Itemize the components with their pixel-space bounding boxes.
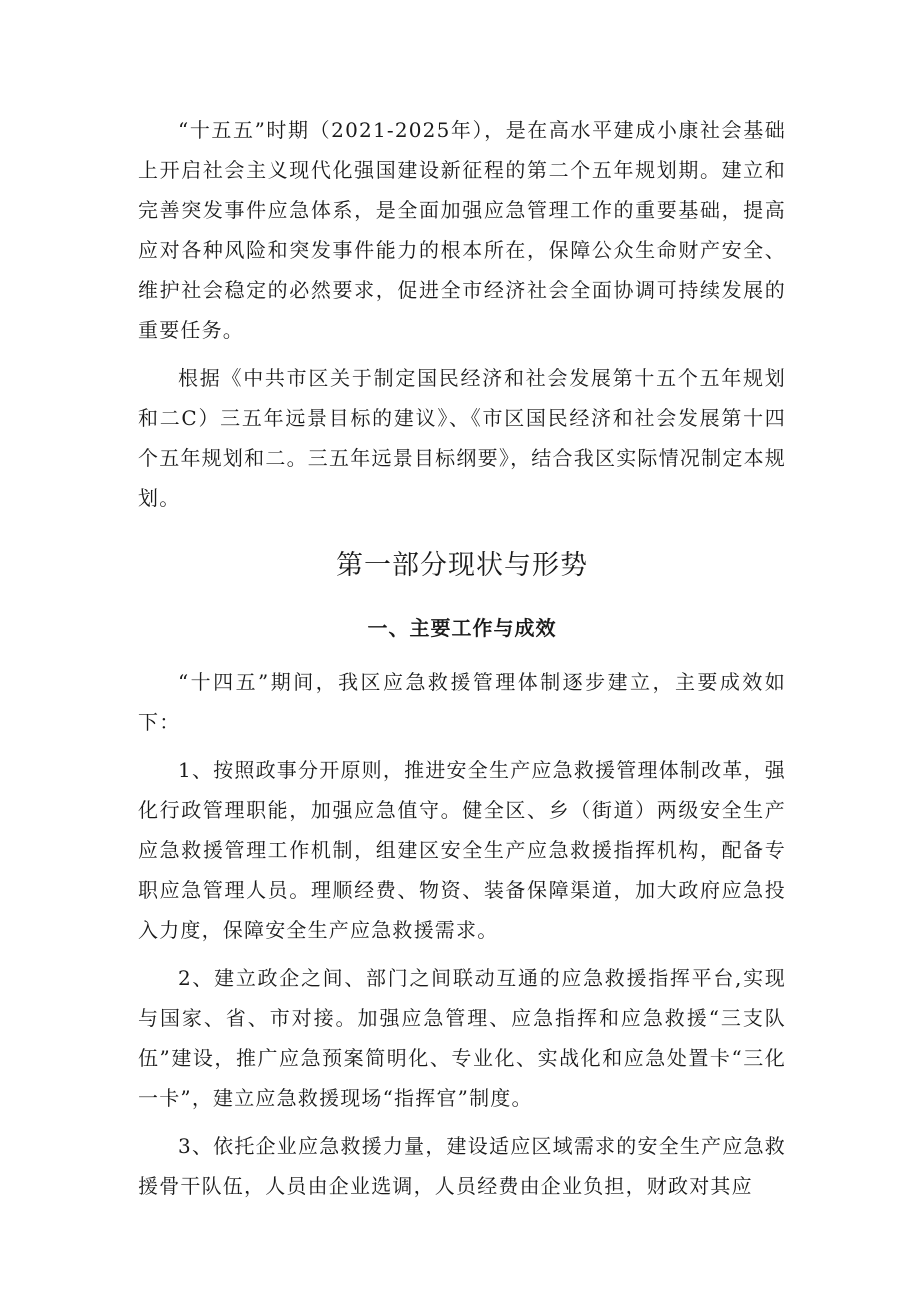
intro-paragraph-2: 根据《中共市区关于制定国民经济和社会发展第十五个五年规划和二C）三五年远景目标的建议》、《市区国民经济和社会发展第十四个五年规划和二。三五年远景目标纲要》，结合我区实际情况制定本规划。 (138, 366, 786, 510)
part-title: 第一部分现状与形势 (336, 550, 588, 581)
section-paragraph-1: “十四五”期间，我区应急救援管理体制逐步建立，主要成效如下： (138, 670, 786, 734)
section-paragraph-3: 2、建立政企之间、部门之间联动互通的应急救援指挥平台,实现与国家、省、市对接。加强应急管理、应急指挥和应急救援“三支队伍”建设，推广应急预案简明化、专业化、实战化和应急处置卡“三化一卡”，建立应急救援现场“指挥官”制度。 (138, 966, 786, 1110)
intro-paragraph-1: “十五五”时期（2021-2025年），是在高水平建成小康社会基础上开启社会主义现代化强国建设新征程的第二个五年规划期。建立和完善突发事件应急体系，是全面加强应急管理工作的重要基础，提高应对各种风险和突发事件能力的根本所在，保障公众生命财产安全、维护社会稳定的必然要求，促进全市经济社会全面协调可持续发展的重要任务。 (138, 118, 786, 342)
section-title: 一、主要工作与成效 (367, 616, 557, 640)
section-paragraph-2: 1、按照政事分开原则，推进安全生产应急救援管理体制改革，强化行政管理职能，加强应急值守。健全区、乡（街道）两级安全生产应急救援管理工作机制，组建区安全生产应急救援指挥机构，配备专职应急管理人员。理顺经费、物资、装备保障渠道，加大政府应急投入力度，保障安全生产应急救援需求。 (138, 758, 786, 942)
section-paragraph-4: 3、依托企业应急救援力量，建设适应区域需求的安全生产应急救援骨干队伍，人员由企业选调，人员经费由企业负担，财政对其应 (138, 1134, 786, 1198)
document-body (138, 110, 786, 1214)
